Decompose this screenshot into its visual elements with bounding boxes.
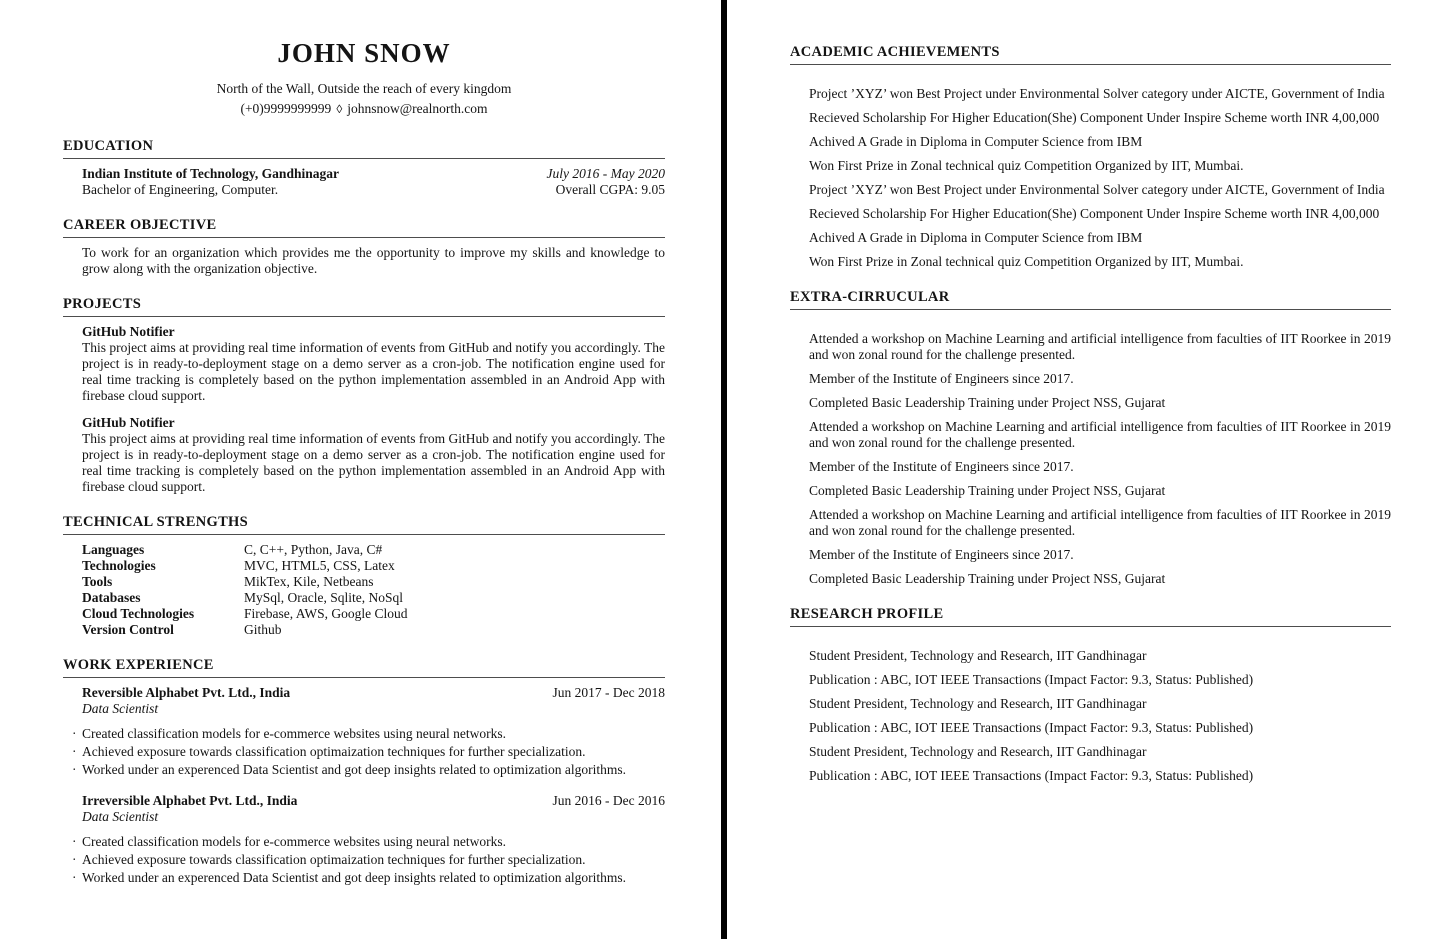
skill-value: MySql, Oracle, Sqlite, NoSql (244, 590, 403, 605)
research-item: Publication : ABC, IOT IEEE Transactions (Impact Factor: 9.3, Status: Published) (809, 720, 1254, 735)
skill-label: Tools (82, 574, 113, 589)
company-name: Reversible Alphabet Pvt. Ltd., India (82, 685, 291, 700)
education-institution: Indian Institute of Technology, Gandhinagar (82, 166, 339, 181)
project-entry (82, 415, 665, 495)
skill-label: Technologies (82, 558, 156, 573)
work-dates: Jun 2017 - Dec 2018 (552, 685, 665, 700)
bullet-marker: · (72, 762, 77, 777)
skill-value: MikTex, Kile, Netbeans (244, 574, 374, 589)
activity-item: Attended a workshop on Machine Learning and artificial intelligence from faculties of IIT Roorkee in 2019 and won zonal round for the challenge presented. (809, 331, 1391, 362)
skill-label: Databases (82, 590, 141, 605)
work-experience-heading: WORK EXPERIENCE (63, 656, 665, 678)
job-title: Data Scientist (82, 701, 159, 716)
section-academic-achievements (790, 43, 1391, 270)
research-item: Student President, Technology and Research, IIT Gandhinagar (809, 648, 1147, 663)
work-bullet (72, 833, 665, 851)
skill-value: Github (244, 622, 282, 637)
achievement-item: Achived A Grade in Diploma in Computer Science from IBM (809, 134, 1143, 149)
bullet-marker: · (72, 726, 77, 741)
bullet-text: Worked under an experenced Data Scientist and got deep insights related to optimization algorithms. (82, 870, 627, 885)
work-bullet (72, 761, 665, 779)
bullet-text: Created classification models for e-commerce websites using neural networks. (82, 834, 506, 849)
section-research-profile (790, 605, 1391, 784)
research-item: Student President, Technology and Research, IIT Gandhinagar (809, 744, 1147, 759)
project-description: This project aims at providing real time information of events from GitHub and notify you accordingly. The project is in ready-to-deployment stage on a demo server as a cron-job. The notification engine used for real time tracking is completely based on the python implementation assembled in an Android App with firebase cloud support. (82, 431, 665, 494)
career-objective-text: To work for an organization which provides me the opportunity to improve my skills and knowledge to grow along with the organization objective. (82, 245, 665, 276)
bullet-marker: · (72, 852, 77, 867)
phone-number: (+0)9999999999 (240, 101, 332, 116)
skill-label: Languages (82, 542, 145, 557)
bullet-text: Achieved exposure towards classification optimaization techniques for further specialization. (82, 852, 586, 867)
skill-value: C, C++, Python, Java, C# (244, 542, 383, 557)
education-body (63, 159, 665, 198)
project-title: GitHub Notifier (82, 324, 175, 339)
activity-item: Attended a workshop on Machine Learning and artificial intelligence from faculties of IIT Roorkee in 2019 and won zonal round for the challenge presented. (809, 507, 1391, 538)
career-objective-heading: CAREER OBJECTIVE (63, 216, 665, 238)
research-item: Publication : ABC, IOT IEEE Transactions (Impact Factor: 9.3, Status: Published) (809, 672, 1254, 687)
work-bullet (72, 869, 665, 887)
work-entry (72, 685, 665, 779)
activity-item: Member of the Institute of Engineers since 2017. (809, 459, 1074, 474)
activity-item: Attended a workshop on Machine Learning and artificial intelligence from faculties of IIT Roorkee in 2019 and won zonal round for the challenge presented. (809, 419, 1391, 450)
activity-item: Completed Basic Leadership Training under Project NSS, Gujarat (809, 483, 1166, 498)
activity-item: Member of the Institute of Engineers since 2017. (809, 371, 1074, 386)
contact-block (63, 79, 665, 119)
bullet-marker: · (72, 744, 77, 759)
work-bullet (72, 743, 665, 761)
research-profile-heading: RESEARCH PROFILE (790, 605, 1391, 627)
education-heading: EDUCATION (63, 137, 665, 159)
achievement-item: Recieved Scholarship For Higher Education(She) Component Under Inspire Scheme worth INR 4,00,000 (809, 110, 1380, 125)
education-row-1 (82, 166, 665, 182)
skill-value: Firebase, AWS, Google Cloud (244, 606, 408, 621)
resume-page-2 (727, 0, 1453, 939)
section-work-experience (63, 656, 665, 887)
education-gpa: Overall CGPA: 9.05 (555, 182, 665, 197)
technical-strengths-heading: TECHNICAL STRENGTHS (63, 513, 665, 535)
research-item: Student President, Technology and Research, IIT Gandhinagar (809, 696, 1147, 711)
company-name: Irreversible Alphabet Pvt. Ltd., India (82, 793, 298, 808)
phone-email-line (63, 99, 665, 119)
section-education (63, 137, 665, 198)
skill-label: Cloud Technologies (82, 606, 195, 621)
bullet-text: Created classification models for e-commerce websites using neural networks. (82, 726, 506, 741)
achievement-item: Project ’XYZ’ won Best Project under Environmental Solver category under AICTE, Government of India (809, 182, 1385, 197)
section-technical-strengths (63, 513, 665, 638)
bullet-text: Worked under an experenced Data Scientist and got deep insights related to optimization algorithms. (82, 762, 627, 777)
activity-item: Member of the Institute of Engineers since 2017. (809, 547, 1074, 562)
projects-heading: PROJECTS (63, 295, 665, 317)
project-title: GitHub Notifier (82, 415, 175, 430)
work-bullet-list (72, 833, 665, 887)
achievement-item: Achived A Grade in Diploma in Computer Science from IBM (809, 230, 1143, 245)
skill-label: Version Control (82, 622, 174, 637)
section-career-objective (63, 216, 665, 277)
technical-strengths-table (82, 542, 665, 638)
job-title: Data Scientist (82, 809, 159, 824)
work-bullet (72, 851, 665, 869)
bullet-marker: · (72, 870, 77, 885)
work-bullet-list (72, 725, 665, 779)
project-entry (82, 324, 665, 404)
address-line: North of the Wall, Outside the reach of every kingdom (216, 81, 512, 96)
page-1-content (0, 0, 721, 887)
achievement-item: Won First Prize in Zonal technical quiz Competition Organized by IIT, Mumbai. (809, 254, 1244, 269)
work-bullet (72, 725, 665, 743)
extra-curricular-heading: EXTRA-CIRRUCULAR (790, 288, 1391, 310)
skill-value: MVC, HTML5, CSS, Latex (244, 558, 395, 573)
section-projects (63, 295, 665, 495)
achievement-item: Recieved Scholarship For Higher Education(She) Component Under Inspire Scheme worth INR 4,00,000 (809, 206, 1380, 221)
research-item: Publication : ABC, IOT IEEE Transactions (Impact Factor: 9.3, Status: Published) (809, 768, 1254, 783)
bullet-text: Achieved exposure towards classification optimaization techniques for further specialization. (82, 744, 586, 759)
work-entry-header (82, 685, 665, 701)
work-entry-header (82, 793, 665, 809)
achievement-item: Won First Prize in Zonal technical quiz Competition Organized by IIT, Mumbai. (809, 158, 1244, 173)
education-degree: Bachelor of Engineering, Computer. (82, 182, 279, 197)
work-entry (72, 793, 665, 887)
project-description: This project aims at providing real time information of events from GitHub and notify you accordingly. The project is in ready-to-deployment stage on a demo server as a cron-job. The notification engine used for real time tracking is completely based on the python implementation assembled in an Android App with firebase cloud support. (82, 340, 665, 403)
bullet-marker: · (72, 834, 77, 849)
page-2-content (727, 0, 1453, 784)
candidate-name: JOHN SNOW (277, 38, 451, 68)
resume-page-1 (0, 0, 721, 939)
academic-achievements-heading: ACADEMIC ACHIEVEMENTS (790, 43, 1391, 65)
work-dates: Jun 2016 - Dec 2016 (552, 793, 665, 808)
activity-item: Completed Basic Leadership Training under Project NSS, Gujarat (809, 571, 1166, 586)
activity-item: Completed Basic Leadership Training under Project NSS, Gujarat (809, 395, 1166, 410)
section-extra-curricular (790, 288, 1391, 587)
achievement-item: Project ’XYZ’ won Best Project under Environmental Solver category under AICTE, Government of India (809, 86, 1385, 101)
education-dates: July 2016 - May 2020 (546, 166, 665, 181)
email-address: johnsnow@realnorth.com (347, 101, 488, 116)
education-row-2 (82, 182, 665, 198)
diamond-separator-icon: ◊ (336, 102, 343, 116)
